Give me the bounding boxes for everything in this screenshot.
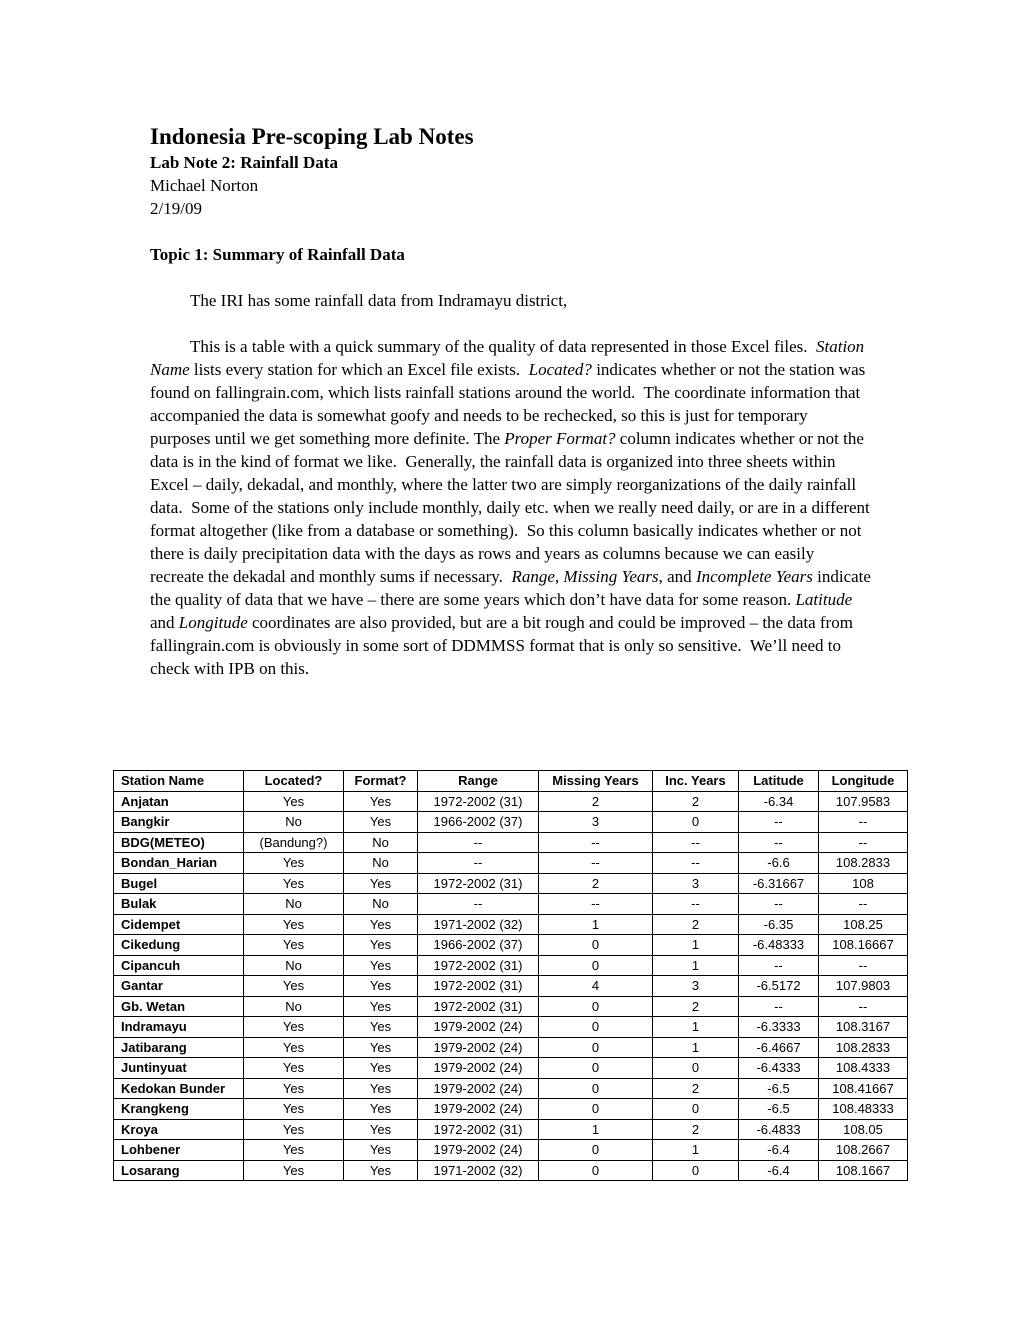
topic-heading: Topic 1: Summary of Rainfall Data [150, 245, 405, 264]
blank-line [150, 312, 872, 335]
cell-format: Yes [344, 1099, 418, 1120]
cell-format: Yes [344, 935, 418, 956]
cell-located: No [244, 996, 344, 1017]
cell-inc-years: 1 [653, 955, 739, 976]
cell-inc-years: -- [653, 894, 739, 915]
table-row [114, 996, 908, 1017]
cell-missing-years: 1 [539, 1119, 653, 1140]
table-header-row [114, 771, 908, 792]
cell-range: 1979-2002 (24) [418, 1058, 539, 1079]
cell-located: Yes [244, 1160, 344, 1181]
cell-located: Yes [244, 1119, 344, 1140]
cell-missing-years: 0 [539, 1160, 653, 1181]
station-summary-table [113, 770, 908, 1181]
cell-missing-years: 2 [539, 873, 653, 894]
cell-format: Yes [344, 812, 418, 833]
table-row [114, 1017, 908, 1038]
cell-format: No [344, 832, 418, 853]
column-header-station-name: Station Name [114, 771, 244, 792]
cell-format: Yes [344, 1058, 418, 1079]
cell-longitude: 108.48333 [819, 1099, 908, 1120]
cell-latitude: -6.4333 [739, 1058, 819, 1079]
cell-located: No [244, 894, 344, 915]
cell-located: Yes [244, 1037, 344, 1058]
cell-latitude: -- [739, 955, 819, 976]
column-header-range: Range [418, 771, 539, 792]
cell-range: 1979-2002 (24) [418, 1099, 539, 1120]
cell-station-name: Kroya [114, 1119, 244, 1140]
cell-range: 1972-2002 (31) [418, 1119, 539, 1140]
column-header-latitude: Latitude [739, 771, 819, 792]
cell-longitude: -- [819, 996, 908, 1017]
cell-inc-years: 0 [653, 1160, 739, 1181]
cell-range: 1972-2002 (31) [418, 976, 539, 997]
table-row [114, 1078, 908, 1099]
cell-station-name: Lohbener [114, 1140, 244, 1161]
cell-latitude: -6.48333 [739, 935, 819, 956]
table-row [114, 914, 908, 935]
station-table-container [113, 770, 908, 1181]
cell-range: 1972-2002 (31) [418, 873, 539, 894]
cell-range: -- [418, 832, 539, 853]
column-header-located: Located? [244, 771, 344, 792]
cell-range: -- [418, 894, 539, 915]
table-row [114, 791, 908, 812]
cell-longitude: 108.2833 [819, 853, 908, 874]
cell-format: Yes [344, 1078, 418, 1099]
cell-located: Yes [244, 873, 344, 894]
cell-latitude: -6.3333 [739, 1017, 819, 1038]
cell-missing-years: 0 [539, 1078, 653, 1099]
cell-range: 1971-2002 (32) [418, 1160, 539, 1181]
document-subtitle: Lab Note 2: Rainfall Data [150, 153, 338, 172]
cell-station-name: Bulak [114, 894, 244, 915]
cell-inc-years: 3 [653, 873, 739, 894]
cell-longitude: 108.2667 [819, 1140, 908, 1161]
cell-longitude: 108.4333 [819, 1058, 908, 1079]
italic-term: Latitude [795, 590, 853, 609]
cell-longitude: 108.41667 [819, 1078, 908, 1099]
cell-longitude: 108.05 [819, 1119, 908, 1140]
cell-inc-years: 2 [653, 914, 739, 935]
italic-term: Located? [528, 360, 592, 379]
cell-station-name: Cikedung [114, 935, 244, 956]
body-text-run: This is a table with a quick summary of the quality of data represented in those Excel files. [190, 337, 816, 356]
cell-longitude: -- [819, 894, 908, 915]
cell-located: (Bandung?) [244, 832, 344, 853]
cell-longitude: 108.16667 [819, 935, 908, 956]
cell-located: Yes [244, 853, 344, 874]
text-column [150, 123, 876, 680]
cell-station-name: Gb. Wetan [114, 996, 244, 1017]
cell-located: No [244, 955, 344, 976]
cell-longitude: -- [819, 955, 908, 976]
cell-station-name: Bangkir [114, 812, 244, 833]
cell-longitude: 107.9583 [819, 791, 908, 812]
italic-term: Missing Years [563, 567, 659, 586]
cell-format: Yes [344, 1017, 418, 1038]
cell-longitude: 107.9803 [819, 976, 908, 997]
cell-station-name: Losarang [114, 1160, 244, 1181]
cell-located: Yes [244, 914, 344, 935]
cell-range: 1972-2002 (31) [418, 955, 539, 976]
cell-station-name: Cipancuh [114, 955, 244, 976]
cell-inc-years: 2 [653, 1078, 739, 1099]
cell-latitude: -- [739, 894, 819, 915]
blank-line [150, 220, 872, 243]
cell-format: Yes [344, 976, 418, 997]
cell-range: 1979-2002 (24) [418, 1037, 539, 1058]
cell-station-name: Gantar [114, 976, 244, 997]
body-text-run: and [150, 590, 857, 632]
cell-missing-years: 4 [539, 976, 653, 997]
cell-latitude: -6.31667 [739, 873, 819, 894]
cell-latitude: -6.5172 [739, 976, 819, 997]
body-text-run: indicates whether or not the station was found on fallingrain.com, which lists rainfall stations around the world. The coordinate information that accompanied the data is somewhat goofy and needs to be rechecked, so this is just for temporary purposes until we get something more definite. The [150, 360, 870, 448]
cell-missing-years: 0 [539, 996, 653, 1017]
cell-located: Yes [244, 1017, 344, 1038]
cell-station-name: Juntinyuat [114, 1058, 244, 1079]
cell-format: Yes [344, 1119, 418, 1140]
paragraph-table-description [150, 335, 876, 680]
blank-line [150, 266, 872, 289]
cell-inc-years: 0 [653, 812, 739, 833]
cell-latitude: -6.5 [739, 1099, 819, 1120]
cell-range: 1972-2002 (31) [418, 791, 539, 812]
cell-longitude: 108.2833 [819, 1037, 908, 1058]
cell-inc-years: 2 [653, 791, 739, 812]
cell-located: Yes [244, 935, 344, 956]
column-header-inc-years: Inc. Years [653, 771, 739, 792]
cell-range: -- [418, 853, 539, 874]
cell-format: No [344, 894, 418, 915]
cell-inc-years: 1 [653, 935, 739, 956]
italic-term: Incomplete Years [695, 567, 813, 586]
cell-missing-years: 0 [539, 1140, 653, 1161]
cell-latitude: -6.4833 [739, 1119, 819, 1140]
table-row [114, 873, 908, 894]
table-row [114, 1160, 908, 1181]
paragraph-intro: The IRI has some rainfall data from Indramayu district, [190, 291, 568, 310]
body-text-run: , [554, 567, 564, 586]
cell-latitude: -6.35 [739, 914, 819, 935]
cell-inc-years: 3 [653, 976, 739, 997]
cell-station-name: Jatibarang [114, 1037, 244, 1058]
cell-located: Yes [244, 976, 344, 997]
cell-inc-years: -- [653, 832, 739, 853]
cell-located: No [244, 812, 344, 833]
cell-inc-years: 2 [653, 996, 739, 1017]
cell-format: Yes [344, 914, 418, 935]
cell-located: Yes [244, 1078, 344, 1099]
cell-missing-years: -- [539, 832, 653, 853]
cell-station-name: Bugel [114, 873, 244, 894]
cell-inc-years: -- [653, 853, 739, 874]
cell-latitude: -- [739, 996, 819, 1017]
cell-longitude: -- [819, 832, 908, 853]
cell-range: 1972-2002 (31) [418, 996, 539, 1017]
cell-longitude: 108.25 [819, 914, 908, 935]
table-row [114, 1140, 908, 1161]
cell-latitude: -6.6 [739, 853, 819, 874]
table-row [114, 935, 908, 956]
cell-inc-years: 2 [653, 1119, 739, 1140]
table-row [114, 812, 908, 833]
table-row [114, 853, 908, 874]
cell-missing-years: 0 [539, 1017, 653, 1038]
cell-format: Yes [344, 1160, 418, 1181]
cell-longitude: 108 [819, 873, 908, 894]
cell-inc-years: 1 [653, 1140, 739, 1161]
cell-range: 1979-2002 (24) [418, 1140, 539, 1161]
cell-missing-years: 0 [539, 935, 653, 956]
table-row [114, 1058, 908, 1079]
cell-range: 1966-2002 (37) [418, 935, 539, 956]
cell-latitude: -6.34 [739, 791, 819, 812]
cell-inc-years: 1 [653, 1017, 739, 1038]
cell-missing-years: 0 [539, 1037, 653, 1058]
document-date: 2/19/09 [150, 199, 202, 218]
cell-range: 1979-2002 (24) [418, 1078, 539, 1099]
cell-missing-years: -- [539, 894, 653, 915]
cell-located: Yes [244, 1140, 344, 1161]
cell-missing-years: -- [539, 853, 653, 874]
cell-station-name: Indramayu [114, 1017, 244, 1038]
italic-term: Proper Format? [504, 429, 616, 448]
body-text-run: column indicates whether or not the data is in the kind of format we like. Generally, the rainfall data is organized into three sheets within Excel – daily, dekadal, and monthly, where the latter two are simply reorganizations of the daily rainfall data. Some of the stations only include monthly, daily etc. when we really need daily, or are in a different format altogether (like from a database or something). So this column basically indicates whether or not there is daily precipitation data with the days as rows and years as columns because we can easily recreate the dekadal and monthly sums if necessary. [150, 429, 875, 586]
column-header-longitude: Longitude [819, 771, 908, 792]
cell-format: Yes [344, 1037, 418, 1058]
cell-missing-years: 1 [539, 914, 653, 935]
body-text-run: lists every station for which an Excel file exists. [189, 360, 529, 379]
author-name: Michael Norton [150, 176, 259, 195]
cell-station-name: Bondan_Harian [114, 853, 244, 874]
cell-range: 1971-2002 (32) [418, 914, 539, 935]
cell-inc-years: 1 [653, 1037, 739, 1058]
cell-missing-years: 0 [539, 1058, 653, 1079]
table-row [114, 1099, 908, 1120]
cell-located: Yes [244, 791, 344, 812]
cell-range: 1966-2002 (37) [418, 812, 539, 833]
cell-located: Yes [244, 1058, 344, 1079]
cell-station-name: Cidempet [114, 914, 244, 935]
cell-inc-years: 0 [653, 1058, 739, 1079]
body-text-run: indicate the quality of data that we have – there are some years which don’t have data for some reason. [150, 567, 876, 609]
cell-latitude: -6.4667 [739, 1037, 819, 1058]
cell-latitude: -- [739, 812, 819, 833]
table-row [114, 1119, 908, 1140]
cell-missing-years: 2 [539, 791, 653, 812]
cell-format: No [344, 853, 418, 874]
table-row [114, 955, 908, 976]
cell-longitude: 108.3167 [819, 1017, 908, 1038]
cell-format: Yes [344, 873, 418, 894]
cell-station-name: Kedokan Bunder [114, 1078, 244, 1099]
cell-format: Yes [344, 955, 418, 976]
cell-latitude: -- [739, 832, 819, 853]
cell-station-name: Anjatan [114, 791, 244, 812]
cell-station-name: BDG(METEO) [114, 832, 244, 853]
cell-located: Yes [244, 1099, 344, 1120]
italic-term: Station Name [150, 337, 869, 379]
italic-term: Longitude [178, 613, 248, 632]
body-text-run: , and [658, 567, 696, 586]
cell-latitude: -6.4 [739, 1160, 819, 1181]
table-row [114, 832, 908, 853]
column-header-format: Format? [344, 771, 418, 792]
column-header-missing-years: Missing Years [539, 771, 653, 792]
body-text-run: coordinates are also provided, but are a bit rough and could be improved – the data from fallingrain.com is obviously in some sort of DDMMSS format that is only so sensitive. We’ll need to check with IPB on this. [150, 613, 858, 678]
italic-term: Range [511, 567, 555, 586]
table-row [114, 894, 908, 915]
cell-longitude: -- [819, 812, 908, 833]
cell-missing-years: 0 [539, 1099, 653, 1120]
cell-format: Yes [344, 1140, 418, 1161]
cell-format: Yes [344, 791, 418, 812]
cell-station-name: Krangkeng [114, 1099, 244, 1120]
cell-latitude: -6.4 [739, 1140, 819, 1161]
cell-missing-years: 0 [539, 955, 653, 976]
document-title: Indonesia Pre-scoping Lab Notes [150, 124, 474, 149]
cell-range: 1979-2002 (24) [418, 1017, 539, 1038]
table-row [114, 1037, 908, 1058]
cell-latitude: -6.5 [739, 1078, 819, 1099]
cell-inc-years: 0 [653, 1099, 739, 1120]
cell-missing-years: 3 [539, 812, 653, 833]
table-row [114, 976, 908, 997]
cell-longitude: 108.1667 [819, 1160, 908, 1181]
cell-format: Yes [344, 996, 418, 1017]
